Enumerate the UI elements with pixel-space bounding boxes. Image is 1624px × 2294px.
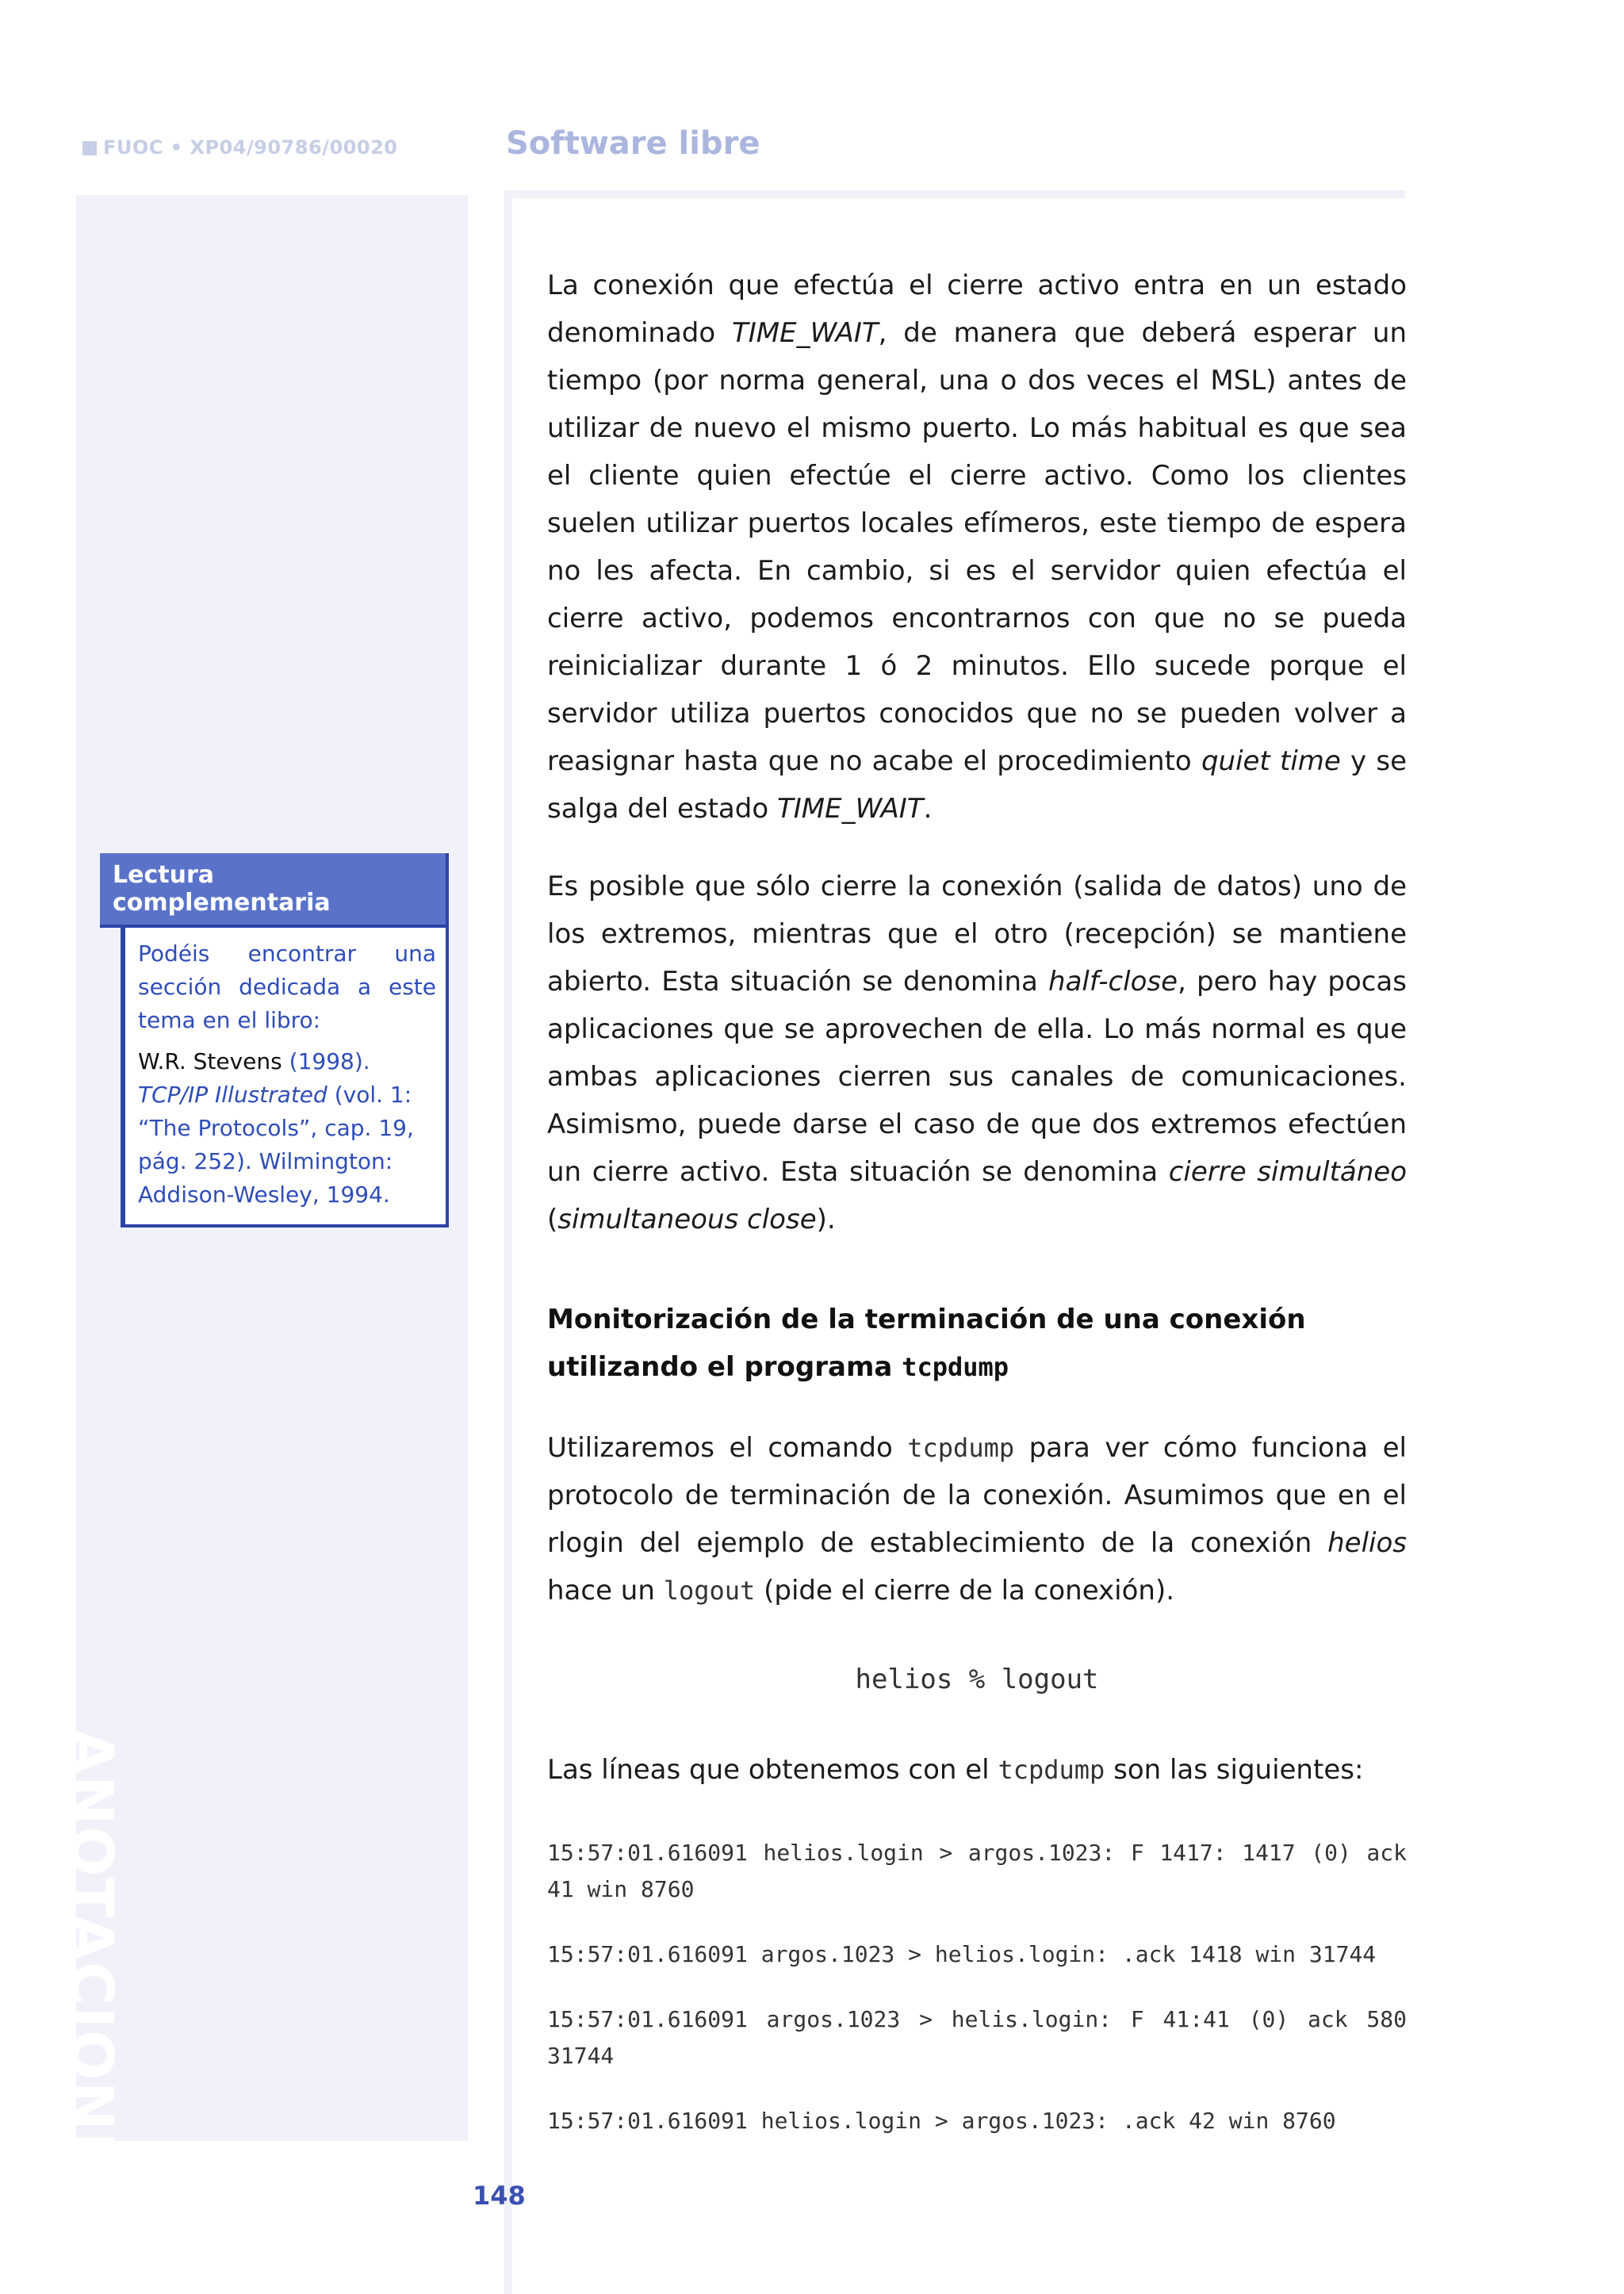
- output-line: 15:57:01.616091 helios.login > argos.1023: .ack 42 win 8760: [547, 2108, 1336, 2134]
- annotations-vertical-label: ANOTACIONES: [57, 1729, 125, 2218]
- section-heading: Monitorización de la terminación de una conexión utilizando el programa tcpdump: [547, 1304, 1306, 1383]
- paragraph-time-wait: La conexión que efectúa el cierre activo entra en un estado denominado TIME_WAIT, de manera que deberá esperar un tiempo (por norma general, una o dos veces el MSL) antes de utilizar de nuevo el mismo puerto. Lo más habitual es que sea el cliente quien efectúe el cierre activo. Como los clientes suelen utilizar puertos locales efímeros, este tiempo de espera no les afecta. En cambio, si es el servidor quien efectúa el cierre activo, podemos encontrarnos con que no se pueda reinicializar durante 1 ó 2 minutos. Ello sucede porque el servidor utiliza puertos conocidos que no se pueden volver a reasignar hasta que no acabe el procedimiento quiet time y se salga del estado TIME_WAIT.: [547, 270, 1408, 825]
- fuoc-logo-icon: [82, 141, 97, 155]
- content-top-rule: [504, 190, 1405, 198]
- paragraph-output-intro: Las líneas que obtenemos con el tcpdump son las siguientes:: [547, 1754, 1364, 1786]
- paragraph-half-close: Es posible que sólo cierre la conexión (salida de datos) uno de los extremos, mientras que el otro (recepción) se mantiene abierto. Esta situación se denomina half-close, pero hay pocas aplicaciones que se aprovechen de ella. Lo más normal es que ambas aplicaciones cierren sus canales de comunicaciones. Asimismo, puede darse el caso de que dos extremos efectúen un cierre activo. Esta situación se denomina cierre simultáneo (simultaneous close).: [547, 871, 1408, 1235]
- output-line: 15:57:01.616091 helios.login > argos.1023: F 1417: 1417 (0) ack 41 win 8760: [547, 1840, 1407, 1902]
- note-author: W.R. Stevens: [138, 1048, 282, 1074]
- main-content: [547, 262, 1407, 2168]
- tcpdump-output: [547, 1835, 1407, 2139]
- note-details: (vol. 1: “The Protocols”, cap. 19, pág. 252). Wilmington: Addison-Wesley, 1994.: [138, 1082, 414, 1208]
- running-title: Software libre: [506, 125, 760, 162]
- page-number: 148: [473, 2181, 526, 2211]
- note-body: [121, 928, 449, 1227]
- output-line: 15:57:01.616091 argos.1023 > helis.login: F 41:41 (0) ack 580 31744: [547, 2006, 1407, 2069]
- note-book-title: TCP/IP Illustrated: [138, 1082, 327, 1108]
- note-year: (1998).: [282, 1048, 370, 1074]
- note-title: Lectura complementaria: [100, 853, 449, 928]
- content-left-rule: [504, 190, 512, 2294]
- output-line: 15:57:01.616091 argos.1023 > helios.login: .ack 1418 win 31744: [547, 1941, 1377, 1967]
- note-reference: [138, 1045, 436, 1212]
- document-code: FUOC • XP04/90786/00020: [82, 136, 397, 159]
- note-intro: Podéis encontrar una sección dedicada a este tema en el libro:: [138, 940, 436, 1033]
- command-example: helios % logout: [855, 1664, 1099, 1695]
- complementary-reading-box: [100, 853, 449, 1227]
- paragraph-tcpdump-intro: Utilizaremos el comando tcpdump para ver cómo funciona el protocolo de terminación de la conexión. Asumimos que en el rlogin del ejemplo de establecimiento de la conexión helios hace un logout (pide el cierre de la conexión).: [547, 1432, 1407, 1607]
